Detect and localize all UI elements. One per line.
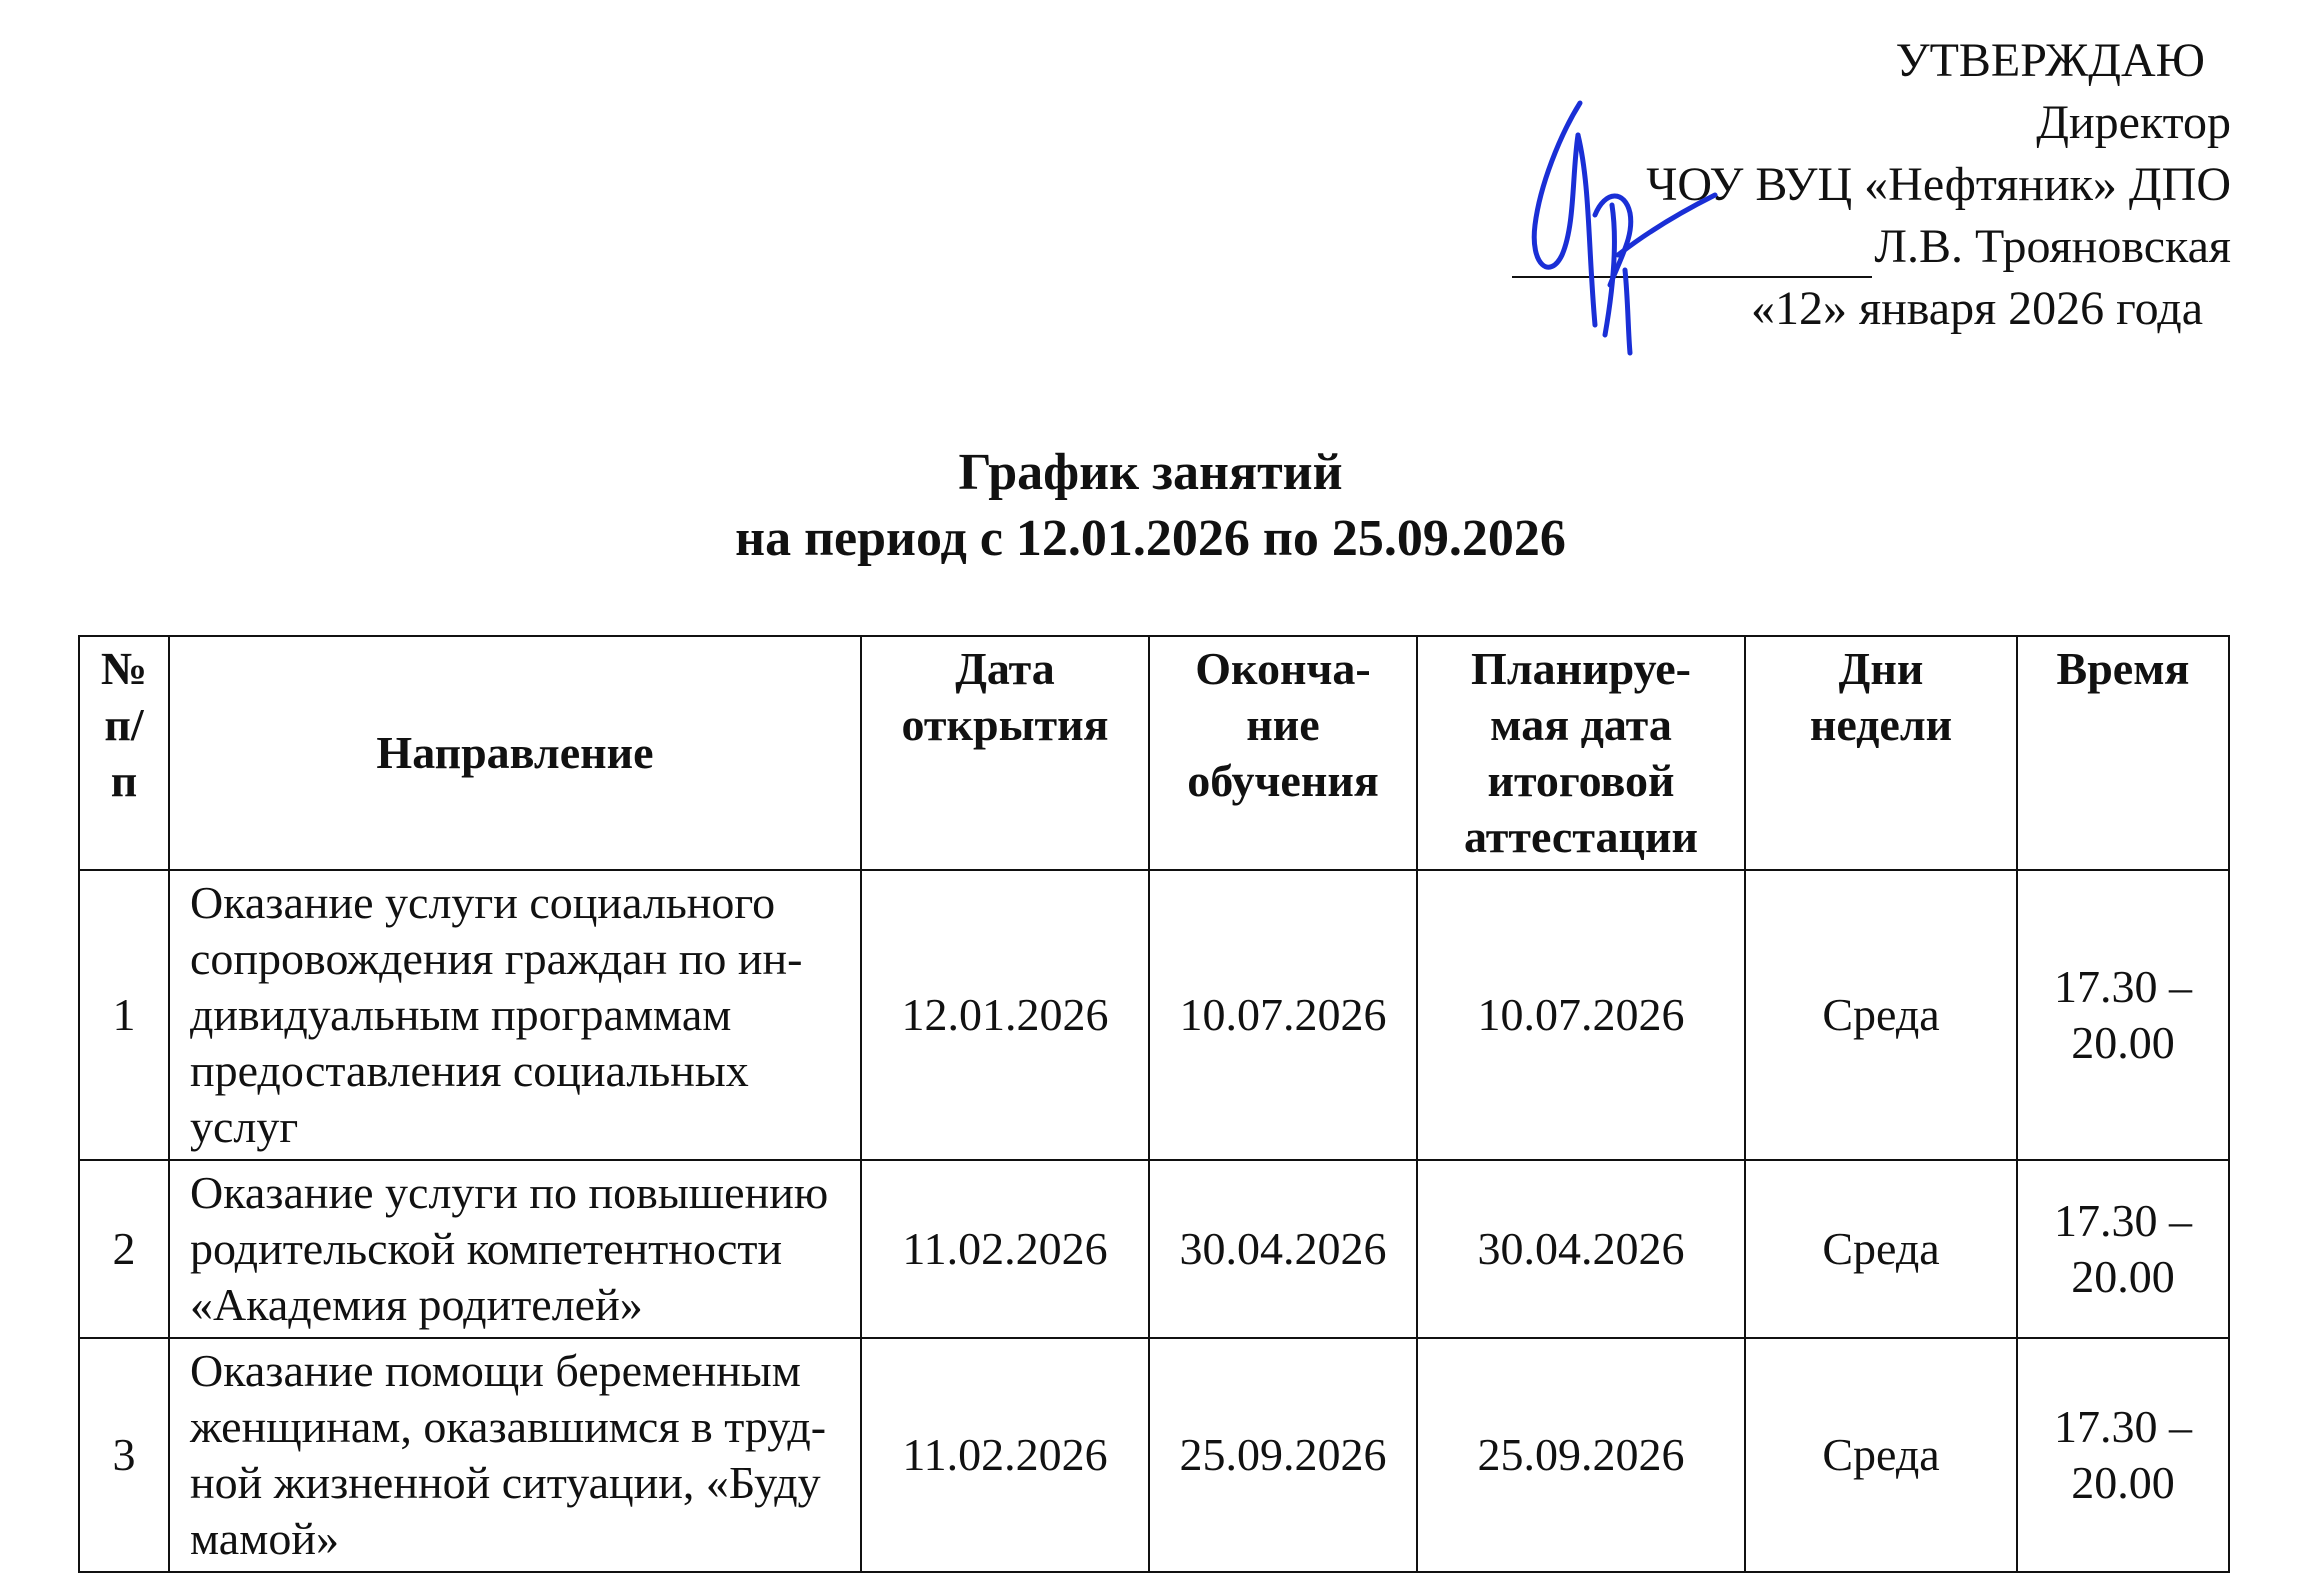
cell-text-line: Оказание помощи беременным [190, 1345, 801, 1396]
row-attestation-date: 10.07.2026 [1417, 870, 1745, 1160]
cell-text-line: мая дата [1490, 699, 1672, 750]
cell-text-line: Оконча- [1195, 643, 1371, 694]
row-end-date: 25.09.2026 [1149, 1338, 1417, 1572]
table-row [79, 1338, 2229, 1572]
header-end-date [1149, 636, 1417, 870]
table-header-row [79, 636, 2229, 870]
cell-text-line: 17.30 – [2054, 1401, 2192, 1452]
row-attestation-date: 25.09.2026 [1417, 1338, 1745, 1572]
cell-text-line: дивидуальным программам [190, 989, 732, 1040]
cell-text-line: «Академия родителей» [190, 1279, 643, 1330]
cell-text-line: ние [1246, 699, 1320, 750]
row-time [2017, 1338, 2229, 1572]
cell-text-line: 20.00 [2071, 1251, 2175, 1302]
header-time: Время [2017, 636, 2229, 870]
approval-position: Директор [2036, 96, 2231, 149]
row-weekday: Среда [1745, 1338, 2017, 1572]
cell-text-line: 20.00 [2071, 1017, 2175, 1068]
header-number [79, 636, 169, 870]
header-direction: Направление [169, 636, 861, 870]
approval-organization: ЧОУ ВУЦ «Нефтяник» ДПО [1646, 158, 2231, 211]
signature-stroke [1578, 135, 1595, 325]
row-direction [169, 870, 861, 1160]
cell-text-line: 17.30 – [2054, 1195, 2192, 1246]
cell-text-line: 17.30 – [2054, 961, 2192, 1012]
cell-text-line: аттестации [1463, 811, 1699, 862]
row-time [2017, 870, 2229, 1160]
cell-text-line: женщинам, оказавшимся в труд- [190, 1401, 827, 1452]
cell-text-line: п [110, 755, 138, 806]
row-time [2017, 1160, 2229, 1338]
row-number: 1 [79, 870, 169, 1160]
approval-signatory: Л.В. Трояновская [1874, 220, 2231, 273]
header-attestation-date [1417, 636, 1745, 870]
cell-text-line: Планируе- [1471, 643, 1691, 694]
row-direction [169, 1160, 861, 1338]
approval-word: УТВЕРЖДАЮ [1895, 34, 2205, 87]
approval-block [1331, 30, 2231, 340]
cell-text-line: обучения [1187, 755, 1379, 806]
cell-text-line: мамой» [190, 1513, 339, 1564]
cell-text-line: итоговой [1487, 755, 1675, 806]
row-weekday: Среда [1745, 1160, 2017, 1338]
cell-text-line: услуг [190, 1101, 299, 1152]
cell-text-line: Оказание услуги по повышению [190, 1167, 829, 1218]
row-end-date: 30.04.2026 [1149, 1160, 1417, 1338]
document-title [0, 440, 2301, 572]
header-weekdays [1745, 636, 2017, 870]
approval-date: «12» января 2026 года [1750, 282, 2203, 335]
cell-text-line: Дата [955, 643, 1055, 694]
cell-text-line: ной жизненной ситуации, «Буду [190, 1457, 821, 1508]
header-open-date [861, 636, 1149, 870]
cell-text-line: открытия [901, 699, 1109, 750]
signature-stroke [1625, 270, 1630, 353]
table-row [79, 870, 2229, 1160]
title-line-1: График занятий [958, 444, 1343, 501]
approval-date-line [1331, 278, 2231, 340]
approval-word-line [1331, 30, 2231, 92]
row-open-date: 11.02.2026 [861, 1338, 1149, 1572]
handwritten-signature [1500, 95, 1730, 365]
row-direction [169, 1338, 861, 1572]
schedule-table [78, 635, 2230, 1573]
cell-text-line: недели [1809, 699, 1953, 750]
row-number: 2 [79, 1160, 169, 1338]
title-line-2: на период с 12.01.2026 по 25.09.2026 [735, 510, 1566, 567]
row-open-date: 11.02.2026 [861, 1160, 1149, 1338]
table-row [79, 1160, 2229, 1338]
row-open-date: 12.01.2026 [861, 870, 1149, 1160]
cell-text-line: п/ [104, 699, 144, 750]
approval-signatory-line [1331, 216, 2231, 278]
cell-text-line: предоставления социальных [190, 1045, 749, 1096]
cell-text-line: 20.00 [2071, 1457, 2175, 1508]
cell-text-line: родительской компетентности [190, 1223, 783, 1274]
row-end-date: 10.07.2026 [1149, 870, 1417, 1160]
row-weekday: Среда [1745, 870, 2017, 1160]
signature-stroke [1605, 205, 1614, 335]
row-number: 3 [79, 1338, 169, 1572]
cell-text-line: сопровождения граждан по ин- [190, 933, 803, 984]
cell-text-line: Оказание услуги социального [190, 877, 776, 928]
row-attestation-date: 30.04.2026 [1417, 1160, 1745, 1338]
cell-text-line: Дни [1838, 643, 1924, 694]
cell-text-line: № [100, 643, 148, 694]
signature-stroke [1534, 103, 1580, 267]
